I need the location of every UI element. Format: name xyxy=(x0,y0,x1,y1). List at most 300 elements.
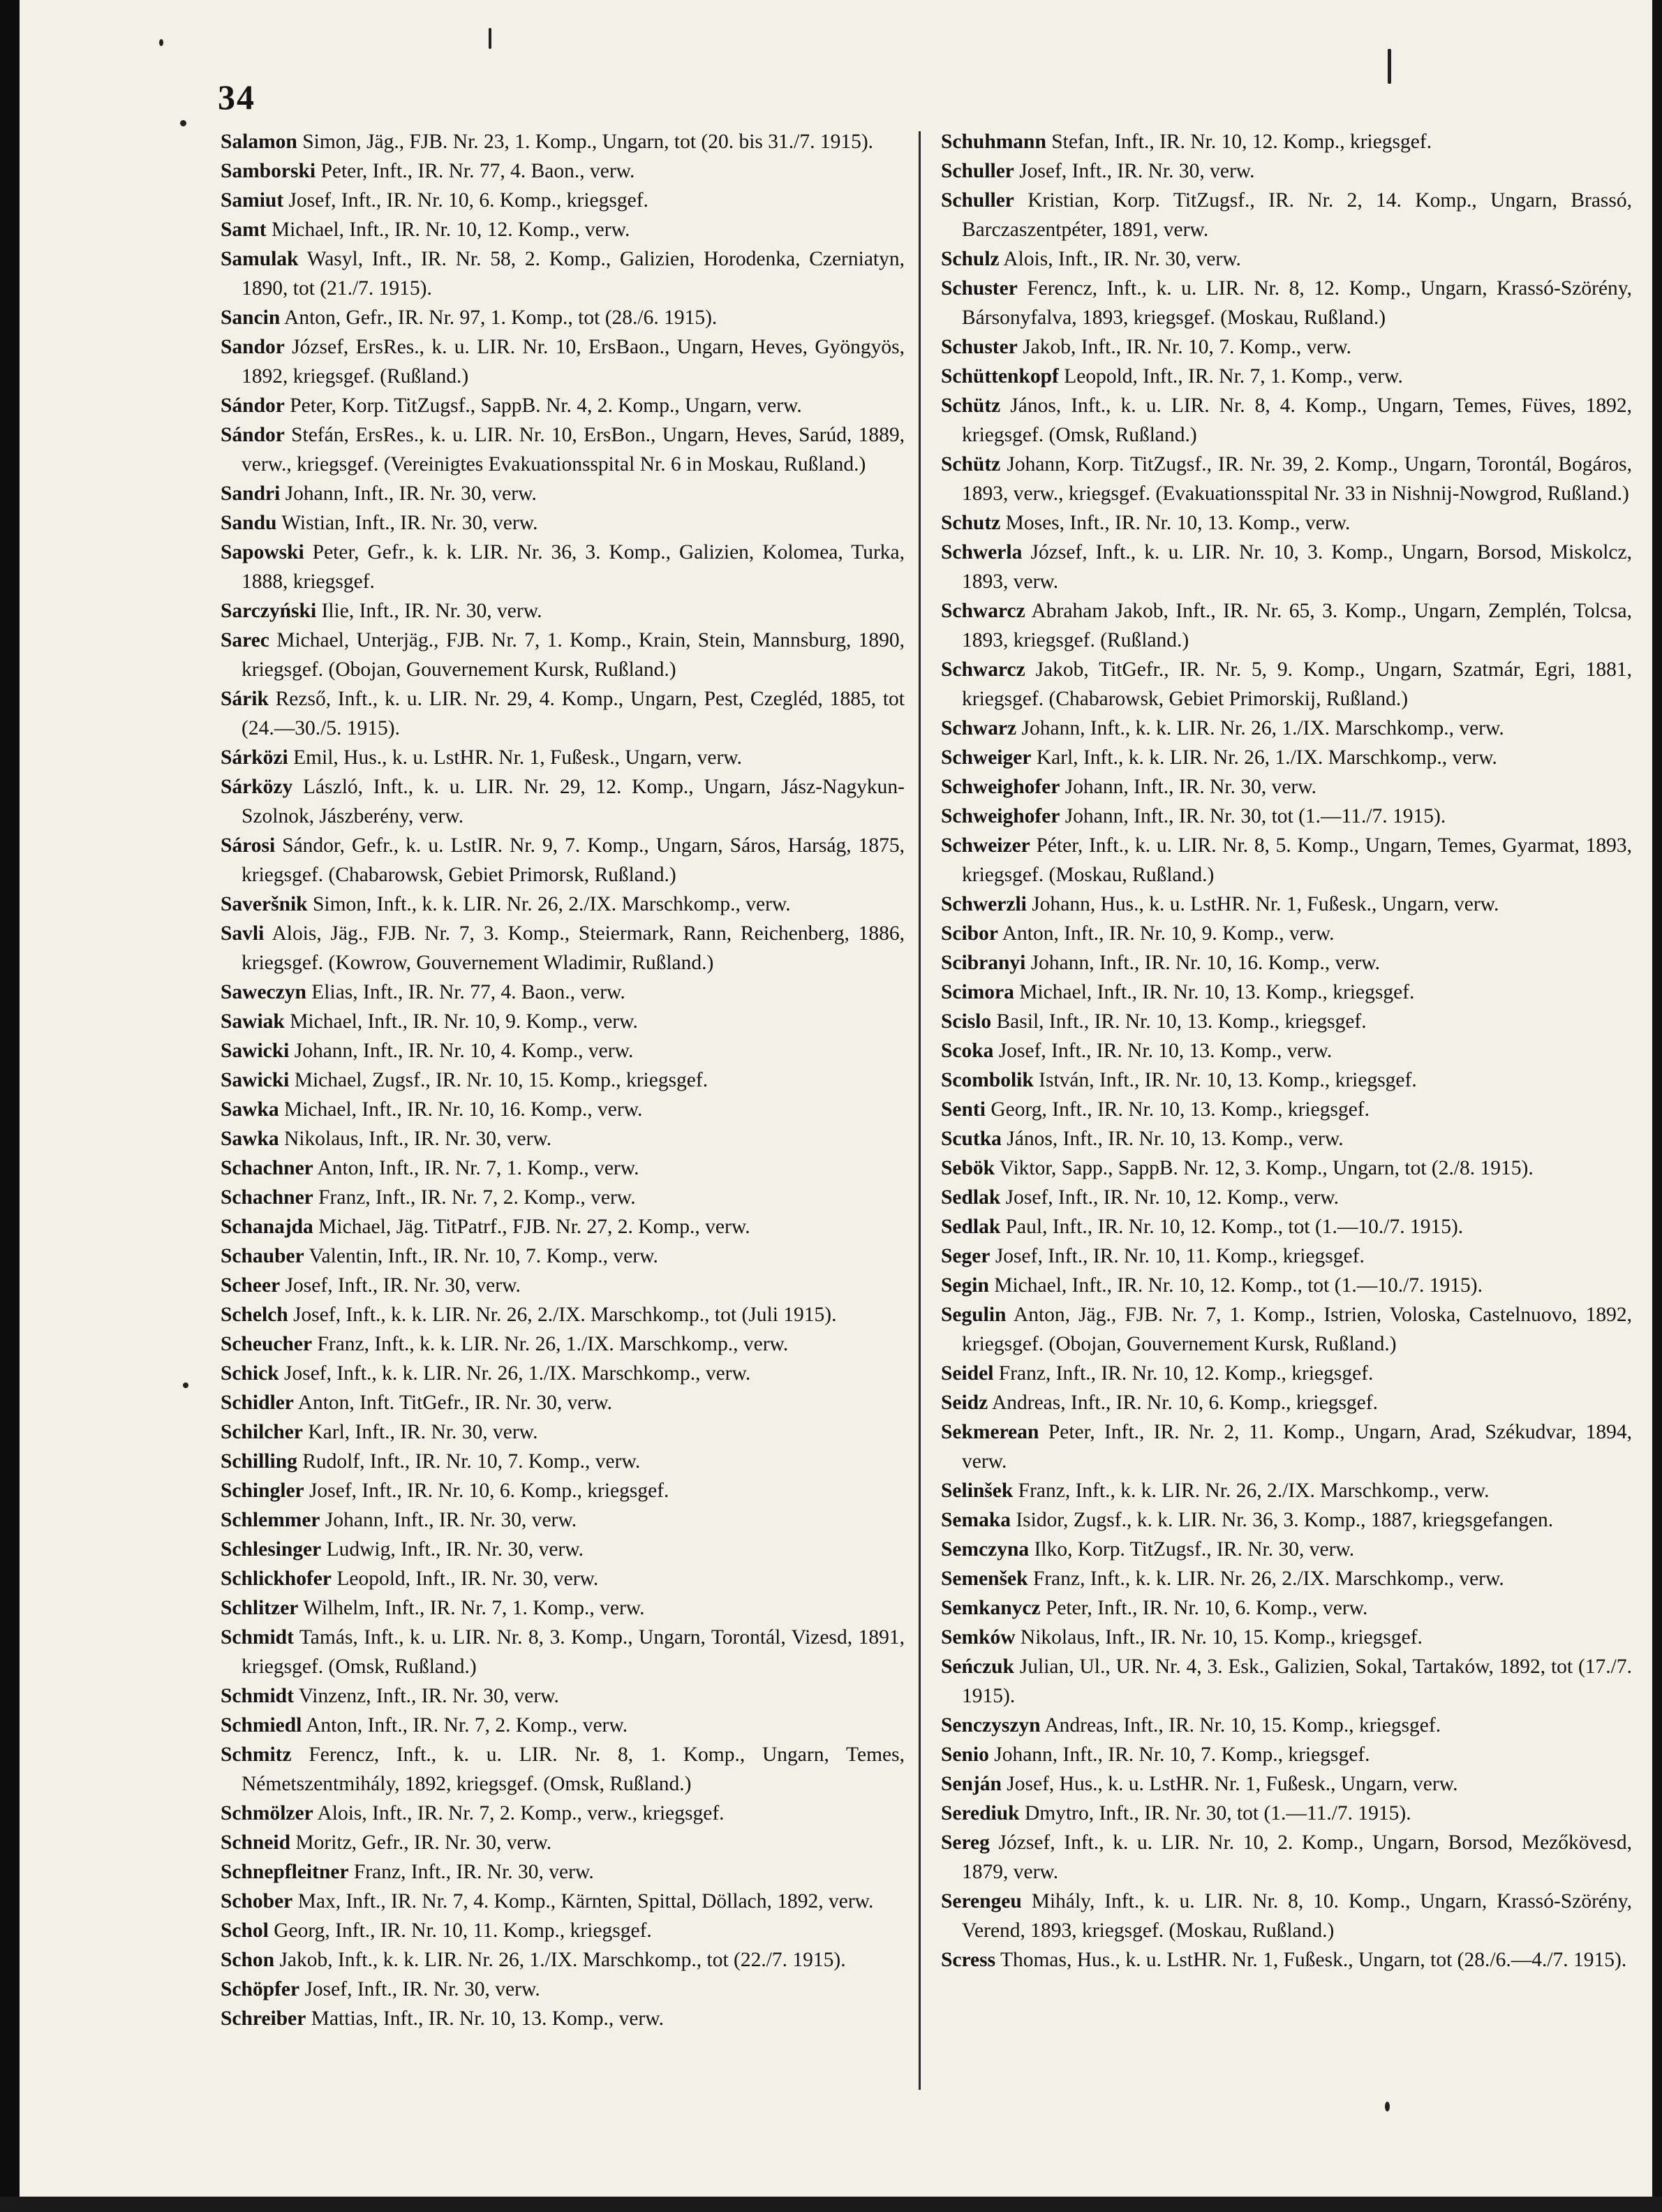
entry-details: Nikolaus, Inft., IR. Nr. 30, verw. xyxy=(279,1128,552,1150)
register-entry xyxy=(941,274,1632,332)
entry-surname: Sawicki xyxy=(221,1040,290,1062)
entry-details: Julian, Ul., UR. Nr. 4, 3. Esk., Galizien, Sokal, Tartaków, 1892, tot (17./7. 1915). xyxy=(962,1656,1632,1707)
entry-details: Andreas, Inft., IR. Nr. 10, 6. Komp., kriegsgef. xyxy=(988,1392,1378,1414)
entry-surname: Schuhmann xyxy=(941,131,1046,153)
entry-details: Tamás, Inft., k. u. LIR. Nr. 8, 3. Komp., Ungarn, Torontál, Vizesd, 1891, kriegsgef. (Omsk, Rußland.) xyxy=(242,1626,905,1678)
entry-details: Johann, Inft., IR. Nr. 30, verw. xyxy=(1060,776,1317,798)
entry-surname: Semkanycz xyxy=(941,1597,1041,1619)
entry-surname: Samulak xyxy=(221,248,299,270)
entry-surname: Seidel xyxy=(941,1362,994,1385)
entry-details: Nikolaus, Inft., IR. Nr. 10, 15. Komp., kriegsgef. xyxy=(1015,1626,1423,1649)
entry-details: Mattias, Inft., IR. Nr. 10, 13. Komp., verw. xyxy=(306,2007,664,2030)
register-entry xyxy=(221,1212,905,1241)
entry-details: Leopold, Inft., IR. Nr. 7, 1. Komp., verw. xyxy=(1058,365,1403,388)
register-entry xyxy=(221,919,905,978)
entry-surname: Schanajda xyxy=(221,1216,313,1238)
entry-surname: Schon xyxy=(221,1949,275,1971)
entry-surname: Semków xyxy=(941,1626,1016,1649)
entry-surname: Sárosi xyxy=(221,834,276,857)
entry-details: Rezső, Inft., k. u. LIR. Nr. 29, 4. Komp., Ungarn, Pest, Czegléd, 1885, tot (24.—30./5. 1915). xyxy=(242,688,905,739)
register-entry xyxy=(941,1887,1632,1945)
entry-surname: Serediuk xyxy=(941,1802,1020,1824)
register-entry xyxy=(221,1447,905,1476)
entry-surname: Sereg xyxy=(941,1831,990,1854)
entry-surname: Schwarcz xyxy=(941,600,1025,622)
register-entry xyxy=(941,978,1632,1007)
entry-surname: Schulz xyxy=(941,248,1000,270)
register-entry xyxy=(221,1153,905,1183)
entry-details: István, Inft., IR. Nr. 10, 13. Komp., kriegsgef. xyxy=(1033,1069,1417,1091)
entry-surname: Schauber xyxy=(221,1245,304,1267)
entry-details: János, Inft., k. u. LIR. Nr. 8, 4. Komp., Ungarn, Temes, Füves, 1892, kriegsgef. (Omsk, Rußland.) xyxy=(962,395,1632,446)
entry-details: Georg, Inft., IR. Nr. 10, 13. Komp., kriegsgef. xyxy=(985,1098,1370,1121)
entry-details: Peter, Gefr., k. k. LIR. Nr. 36, 3. Komp., Galizien, Kolomea, Turka, 1888, kriegsgef. xyxy=(242,541,905,593)
register-entry xyxy=(941,1095,1632,1124)
entry-details: Johann, Inft., IR. Nr. 30, tot (1.—11./7. 1915). xyxy=(1060,805,1446,827)
register-entry xyxy=(221,831,905,890)
entry-details: Jakob, Inft., IR. Nr. 10, 7. Komp., verw. xyxy=(1017,336,1352,358)
entry-surname: Semenšek xyxy=(941,1568,1028,1590)
entry-surname: Scoka xyxy=(941,1040,994,1062)
entry-surname: Schuller xyxy=(941,189,1014,212)
entry-surname: Schöpfer xyxy=(221,1978,300,2000)
register-entry xyxy=(941,1036,1632,1066)
entry-surname: Schuster xyxy=(941,277,1018,300)
register-entry xyxy=(221,1593,905,1623)
entry-surname: Sancin xyxy=(221,307,281,329)
entry-surname: Sarec xyxy=(221,629,269,651)
entry-details: Vinzenz, Inft., IR. Nr. 30, verw. xyxy=(293,1685,559,1707)
entry-details: Peter, Inft., IR. Nr. 77, 4. Baon., verw. xyxy=(316,160,635,182)
entry-details: Peter, Inft., IR. Nr. 10, 6. Komp., verw. xyxy=(1040,1597,1368,1619)
register-entry xyxy=(221,1828,905,1857)
register-entry xyxy=(941,1799,1632,1828)
entry-details: Michael, Inft., IR. Nr. 10, 12. Komp., tot (1.—10./7. 1915). xyxy=(988,1274,1483,1297)
entry-details: Ferencz, Inft., k. u. LIR. Nr. 8, 12. Komp., Ungarn, Krassó-Szörény, Bársonyfalva, 1893, kriegsgef. (Moskau, Rußland.) xyxy=(962,277,1632,329)
entry-details: Ilko, Korp. TitZugsf., IR. Nr. 30, verw. xyxy=(1029,1538,1355,1561)
entry-details: Moritz, Gefr., IR. Nr. 30, verw. xyxy=(290,1831,552,1854)
entry-surname: Sawka xyxy=(221,1128,279,1150)
entry-surname: Schachner xyxy=(221,1157,313,1179)
entry-surname: Senján xyxy=(941,1773,1002,1795)
register-entry xyxy=(941,1007,1632,1036)
register-entry xyxy=(941,890,1632,919)
entry-surname: Scheer xyxy=(221,1274,281,1297)
register-entry xyxy=(221,244,905,303)
register-entry xyxy=(941,802,1632,831)
entry-surname: Schwarz xyxy=(941,717,1017,739)
register-entry xyxy=(941,1066,1632,1095)
entry-surname: Senti xyxy=(941,1098,986,1121)
entry-surname: Seger xyxy=(941,1245,990,1267)
register-entry xyxy=(941,332,1632,362)
entry-details: Emil, Hus., k. u. LstHR. Nr. 1, Fußesk., Ungarn, verw. xyxy=(288,746,743,769)
register-entry xyxy=(221,1916,905,1945)
entry-surname: Schütz xyxy=(941,395,1001,417)
entry-details: Mihály, Inft., k. u. LIR. Nr. 8, 10. Komp., Ungarn, Krassó-Szörény, Verend, 1893, kriegsgef. (Moskau, Rußland.) xyxy=(962,1890,1632,1942)
entry-details: Franz, Inft., IR. Nr. 30, verw. xyxy=(348,1861,594,1883)
entry-details: Michael, Inft., IR. Nr. 10, 12. Komp., verw. xyxy=(266,219,630,241)
entry-details: Dmytro, Inft., IR. Nr. 30, tot (1.—11./7. 1915). xyxy=(1019,1802,1411,1824)
register-entry xyxy=(941,156,1632,186)
register-entry xyxy=(941,1212,1632,1241)
entry-surname: Schweizer xyxy=(941,834,1030,857)
entry-surname: Schmidt xyxy=(221,1626,294,1649)
entry-details: Andreas, Inft., IR. Nr. 10, 15. Komp., kriegsgef. xyxy=(1040,1714,1441,1737)
entry-surname: Schneid xyxy=(221,1831,291,1854)
entry-details: Michael, Inft., IR. Nr. 10, 13. Komp., kriegsgef. xyxy=(1014,981,1415,1003)
entry-details: Anton, Inft., IR. Nr. 7, 2. Komp., verw. xyxy=(302,1714,628,1737)
register-entry xyxy=(221,1388,905,1417)
right-column xyxy=(941,127,1632,1975)
entry-surname: Scress xyxy=(941,1949,996,1971)
entry-details: Michael, Jäg. TitPatrf., FJB. Nr. 27, 2. Komp., verw. xyxy=(313,1216,750,1238)
entry-surname: Schreiber xyxy=(221,2007,306,2030)
entry-surname: Segin xyxy=(941,1274,989,1297)
register-entry xyxy=(941,127,1632,156)
entry-surname: Sedlak xyxy=(941,1186,1001,1209)
entry-surname: Sandor xyxy=(221,336,285,358)
entry-details: Sándor, Gefr., k. u. LstIR. Nr. 9, 7. Komp., Ungarn, Sáros, Harság, 1875, kriegsgef. (Chabarowsk, Gebiet Primorsk, Rußland.) xyxy=(242,834,905,886)
register-entry xyxy=(221,1857,905,1887)
entry-surname: Sarczyński xyxy=(221,600,317,622)
register-entry xyxy=(221,1564,905,1593)
entry-surname: Schütz xyxy=(941,453,1001,475)
entry-details: Josef, Inft., k. k. LIR. Nr. 26, 2./IX. Marschkomp., tot (Juli 1915). xyxy=(288,1304,837,1326)
entry-surname: Schnepfleitner xyxy=(221,1861,349,1883)
entry-details: Alois, Jäg., FJB. Nr. 7, 3. Komp., Steiermark, Rann, Reichenberg, 1886, kriegsgef. (Kowrow, Gouvernement Wladimir, Rußland.) xyxy=(242,922,905,974)
entry-surname: Scimora xyxy=(941,981,1014,1003)
entry-surname: Scibranyi xyxy=(941,952,1026,974)
entry-surname: Schuster xyxy=(941,336,1018,358)
entry-surname: Serengeu xyxy=(941,1890,1022,1912)
entry-details: Wilhelm, Inft., IR. Nr. 7, 1. Komp., verw. xyxy=(298,1597,645,1619)
entry-details: Jakob, TitGefr., IR. Nr. 5, 9. Komp., Ungarn, Szatmár, Egri, 1881, kriegsgef. (Chabarowsk, Gebiet Primorskij, Rußland.) xyxy=(962,658,1632,710)
entry-details: Paul, Inft., IR. Nr. 10, 12. Komp., tot (1.—10./7. 1915). xyxy=(1000,1216,1464,1238)
scan-speck xyxy=(180,120,186,126)
register-entry xyxy=(221,684,905,743)
entry-details: Josef, Inft., IR. Nr. 10, 11. Komp., kriegsgef. xyxy=(990,1245,1365,1267)
register-entry xyxy=(941,362,1632,391)
register-entry xyxy=(941,596,1632,655)
entry-surname: Semaka xyxy=(941,1509,1011,1531)
entry-details: Péter, Inft., k. u. LIR. Nr. 8, 5. Komp., Ungarn, Temes, Gyarmat, 1893, kriegsgef. (Moskau, Rußland.) xyxy=(962,834,1632,886)
register-entry xyxy=(941,538,1632,596)
entry-surname: Schüttenkopf xyxy=(941,365,1059,388)
register-entry xyxy=(221,978,905,1007)
entry-details: Alois, Inft., IR. Nr. 7, 2. Komp., verw., kriegsgef. xyxy=(313,1802,725,1824)
register-entry xyxy=(941,1945,1632,1975)
register-entry xyxy=(221,1007,905,1036)
register-entry xyxy=(221,1124,905,1153)
register-entry xyxy=(941,450,1632,508)
entry-surname: Scheucher xyxy=(221,1333,313,1355)
entry-surname: Selinšek xyxy=(941,1480,1014,1502)
scan-speck xyxy=(1388,49,1391,84)
entry-details: Johann, Inft., k. k. LIR. Nr. 26, 1./IX. Marschkomp., verw. xyxy=(1016,717,1504,739)
entry-surname: Sawka xyxy=(221,1098,279,1121)
entry-details: Johann, Inft., IR. Nr. 10, 16. Komp., verw. xyxy=(1025,952,1381,974)
entry-surname: Saveršnik xyxy=(221,893,308,915)
entry-details: Anton, Gefr., IR. Nr. 97, 1. Komp., tot (28./6. 1915). xyxy=(280,307,718,329)
entry-details: Josef, Inft., IR. Nr. 30, verw. xyxy=(1014,160,1255,182)
register-entry xyxy=(221,1066,905,1095)
register-entry xyxy=(941,1828,1632,1887)
entry-surname: Schweiger xyxy=(941,746,1032,769)
entry-details: Josef, Inft., IR. Nr. 10, 6. Komp., kriegsgef. xyxy=(283,189,648,212)
register-entry xyxy=(941,1153,1632,1183)
register-entry xyxy=(941,714,1632,743)
register-entry xyxy=(941,1124,1632,1153)
entry-details: János, Inft., IR. Nr. 10, 13. Komp., verw. xyxy=(1001,1128,1344,1150)
entry-details: Stefán, ErsRes., k. u. LIR. Nr. 10, ErsBon., Ungarn, Heves, Sarúd, 1889, verw., kriegsgef. (Vereinigtes Evakuationsspital Nr. 6 in Moskau, Rußland.) xyxy=(242,424,905,475)
entry-details: Johann, Korp. TitZugsf., IR. Nr. 39, 2. Komp., Ungarn, Torontál, Bogáros, 1893, verw., kriegsgef. (Evakuationsspital Nr. 33 in Nishnij-Nowgrod, Rußland.) xyxy=(962,453,1632,505)
register-entry xyxy=(221,332,905,391)
entry-details: Franz, Inft., k. k. LIR. Nr. 26, 2./IX. Marschkomp., verw. xyxy=(1027,1568,1504,1590)
entry-surname: Schlickhofer xyxy=(221,1568,332,1590)
entry-details: Alois, Inft., IR. Nr. 30, verw. xyxy=(999,248,1241,270)
register-entry xyxy=(941,1359,1632,1388)
entry-surname: Schutz xyxy=(941,512,1001,534)
entry-surname: Schelch xyxy=(221,1304,288,1326)
scan-border-right xyxy=(1652,0,1662,2212)
entry-details: József, ErsRes., k. u. LIR. Nr. 10, ErsBaon., Ungarn, Heves, Gyöngyös, 1892, kriegsgef. (Rußland.) xyxy=(242,336,905,388)
entry-surname: Segulin xyxy=(941,1304,1007,1326)
entry-surname: Sawicki xyxy=(221,1069,290,1091)
register-entry xyxy=(941,1769,1632,1799)
register-entry xyxy=(941,1183,1632,1212)
register-entry xyxy=(941,186,1632,244)
entry-surname: Sapowski xyxy=(221,541,304,563)
register-entry xyxy=(941,508,1632,538)
entry-details: Moses, Inft., IR. Nr. 10, 13. Komp., verw. xyxy=(1000,512,1351,534)
register-entry xyxy=(941,831,1632,890)
register-entry xyxy=(221,1183,905,1212)
register-entry xyxy=(941,1652,1632,1711)
entry-surname: Senio xyxy=(941,1743,989,1766)
register-entry xyxy=(221,1359,905,1388)
entry-surname: Sándor xyxy=(221,395,285,417)
entry-details: Anton, Inft., IR. Nr. 7, 1. Komp., verw. xyxy=(313,1157,639,1179)
entry-surname: Schober xyxy=(221,1890,293,1912)
entry-details: Franz, Inft., IR. Nr. 10, 12. Komp., kriegsgef. xyxy=(993,1362,1374,1385)
scan-speck xyxy=(159,39,163,46)
register-entry xyxy=(941,244,1632,274)
entry-surname: Schwarcz xyxy=(941,658,1025,681)
entry-surname: Sárik xyxy=(221,688,269,710)
entry-surname: Samt xyxy=(221,219,267,241)
register-entry xyxy=(941,1417,1632,1476)
entry-surname: Salamon xyxy=(221,131,297,153)
entry-details: Jakob, Inft., k. k. LIR. Nr. 26, 1./IX. Marschkomp., tot (22./7. 1915). xyxy=(274,1949,846,1971)
entry-details: Kristian, Korp. TitZugsf., IR. Nr. 2, 14. Komp., Ungarn, Brassó, Barczaszentpéter, 1891, verw. xyxy=(962,189,1632,241)
register-entry xyxy=(221,1623,905,1681)
entry-details: Josef, Inft., IR. Nr. 10, 6. Komp., kriegsgef. xyxy=(304,1480,669,1502)
entry-surname: Sárközy xyxy=(221,776,293,798)
register-entry xyxy=(941,1623,1632,1652)
register-entry xyxy=(221,1799,905,1828)
register-entry xyxy=(941,1711,1632,1740)
entry-surname: Sebök xyxy=(941,1157,995,1179)
entry-details: Simon, Inft., k. k. LIR. Nr. 26, 2./IX. Marschkomp., verw. xyxy=(307,893,791,915)
register-entry xyxy=(221,508,905,538)
scan-speck xyxy=(489,28,491,49)
register-entry xyxy=(941,948,1632,978)
register-entry xyxy=(221,156,905,186)
scan-border-bottom xyxy=(0,2197,1662,2212)
entry-surname: Schmitz xyxy=(221,1743,292,1766)
entry-details: Ilie, Inft., IR. Nr. 30, verw. xyxy=(316,600,542,622)
entry-details: Peter, Inft., IR. Nr. 2, 11. Komp., Ungarn, Arad, Székudvar, 1894, verw. xyxy=(962,1421,1632,1473)
column-divider xyxy=(919,131,921,2090)
entry-details: Michael, Zugsf., IR. Nr. 10, 15. Komp., kriegsgef. xyxy=(289,1069,708,1091)
register-entry xyxy=(221,1036,905,1066)
register-entry xyxy=(221,127,905,156)
register-entry xyxy=(221,1535,905,1564)
entry-surname: Seńczuk xyxy=(941,1656,1014,1678)
register-entry xyxy=(941,1564,1632,1593)
entry-surname: Schilcher xyxy=(221,1421,303,1443)
register-entry xyxy=(221,626,905,684)
entry-details: Isidor, Zugsf., k. k. LIR. Nr. 36, 3. Komp., 1887, kriegsgefangen. xyxy=(1010,1509,1554,1531)
entry-surname: Sandu xyxy=(221,512,277,534)
entry-details: Josef, Hus., k. u. LstHR. Nr. 1, Fußesk., Ungarn, verw. xyxy=(1001,1773,1458,1795)
register-entry xyxy=(221,538,905,596)
entry-details: Peter, Korp. TitZugsf., SappB. Nr. 4, 2. Komp., Ungarn, verw. xyxy=(284,395,802,417)
entry-details: Abraham Jakob, Inft., IR. Nr. 65, 3. Komp., Ungarn, Zemplén, Tolcsa, 1893, kriegsgef. (Rußland.) xyxy=(962,600,1632,651)
register-entry xyxy=(221,391,905,420)
register-entry xyxy=(941,1740,1632,1769)
entry-surname: Savli xyxy=(221,922,265,945)
register-entry xyxy=(941,1241,1632,1271)
entry-surname: Sárközi xyxy=(221,746,288,769)
register-entry xyxy=(221,1095,905,1124)
register-entry xyxy=(221,420,905,479)
register-entry xyxy=(941,1271,1632,1300)
register-entry xyxy=(941,391,1632,450)
register-entry xyxy=(221,1887,905,1916)
entry-details: Wasyl, Inft., IR. Nr. 58, 2. Komp., Galizien, Horodenka, Czerniatyn, 1890, tot (21./7. 1915). xyxy=(242,248,905,300)
entry-surname: Saweczyn xyxy=(221,981,306,1003)
register-entry xyxy=(941,1388,1632,1417)
entry-details: Franz, Inft., k. k. LIR. Nr. 26, 1./IX. Marschkomp., verw. xyxy=(312,1333,789,1355)
left-column xyxy=(221,127,905,2033)
entry-details: Elias, Inft., IR. Nr. 77, 4. Baon., verw. xyxy=(306,981,625,1003)
entry-surname: Samiut xyxy=(221,189,284,212)
register-entry xyxy=(941,1300,1632,1359)
entry-surname: Schwerla xyxy=(941,541,1023,563)
entry-details: Leopold, Inft., IR. Nr. 30, verw. xyxy=(331,1568,599,1590)
entry-surname: Schick xyxy=(221,1362,279,1385)
register-entry xyxy=(221,2004,905,2033)
register-entry xyxy=(221,1711,905,1740)
entry-surname: Sandri xyxy=(221,482,281,505)
entry-surname: Sawiak xyxy=(221,1010,285,1033)
entry-surname: Scibor xyxy=(941,922,998,945)
entry-details: Viktor, Sapp., SappB. Nr. 12, 3. Komp., Ungarn, tot (2./8. 1915). xyxy=(995,1157,1534,1179)
entry-details: Franz, Inft., k. k. LIR. Nr. 26, 2./IX. Marschkomp., verw. xyxy=(1013,1480,1490,1502)
entry-surname: Schweighofer xyxy=(941,805,1060,827)
entry-surname: Schol xyxy=(221,1919,269,1942)
entry-details: Stefan, Inft., IR. Nr. 10, 12. Komp., kriegsgef. xyxy=(1046,131,1432,153)
scan-speck xyxy=(183,1382,188,1388)
entry-details: Wistian, Inft., IR. Nr. 30, verw. xyxy=(276,512,538,534)
entry-details: Rudolf, Inft., IR. Nr. 10, 7. Komp., verw. xyxy=(297,1450,641,1473)
register-entry xyxy=(221,186,905,215)
entry-surname: Sándor xyxy=(221,424,285,446)
entry-surname: Schmölzer xyxy=(221,1802,313,1824)
entry-details: László, Inft., k. u. LIR. Nr. 29, 12. Komp., Ungarn, Jász-Nagykun-Szolnok, Jászberény, verw. xyxy=(242,776,905,827)
register-entry xyxy=(221,1975,905,2004)
entry-surname: Schweighofer xyxy=(941,776,1060,798)
entry-details: József, Inft., k. u. LIR. Nr. 10, 2. Komp., Ungarn, Borsod, Mezőkövesd, 1879, verw. xyxy=(962,1831,1632,1883)
entry-details: Anton, Jäg., FJB. Nr. 7, 1. Komp., Istrien, Voloska, Castelnuovo, 1892, kriegsgef. (Obojan, Gouvernement Kursk, Rußland.) xyxy=(962,1304,1632,1355)
entry-details: Michael, Inft., IR. Nr. 10, 16. Komp., verw. xyxy=(279,1098,643,1121)
register-entry xyxy=(221,1329,905,1359)
entry-surname: Scutka xyxy=(941,1128,1002,1150)
entry-details: Ferencz, Inft., k. u. LIR. Nr. 8, 1. Komp., Ungarn, Temes, Németszentmihály, 1892, kriegsgef. (Omsk, Rußland.) xyxy=(242,1743,905,1795)
entry-details: Ludwig, Inft., IR. Nr. 30, verw. xyxy=(321,1538,584,1561)
entry-surname: Schachner xyxy=(221,1186,313,1209)
register-entry xyxy=(221,1241,905,1271)
entry-surname: Schlesinger xyxy=(221,1538,322,1561)
entry-details: Thomas, Hus., k. u. LstHR. Nr. 1, Fußesk., Ungarn, tot (28./6.—4./7. 1915). xyxy=(995,1949,1627,1971)
entry-details: Johann, Inft., IR. Nr. 10, 4. Komp., verw. xyxy=(289,1040,634,1062)
entry-surname: Senczyszyn xyxy=(941,1714,1041,1737)
register-entry xyxy=(941,655,1632,714)
entry-surname: Schuller xyxy=(941,160,1014,182)
entry-surname: Schidler xyxy=(221,1392,294,1414)
register-entry xyxy=(221,1945,905,1975)
register-entry xyxy=(941,1476,1632,1505)
register-entry xyxy=(941,1535,1632,1564)
entry-surname: Schlitzer xyxy=(221,1597,299,1619)
entry-details: Johann, Inft., IR. Nr. 30, verw. xyxy=(280,482,537,505)
entry-details: Josef, Inft., IR. Nr. 10, 13. Komp., verw. xyxy=(993,1040,1333,1062)
entry-details: Georg, Inft., IR. Nr. 10, 11. Komp., kriegsgef. xyxy=(268,1919,652,1942)
entry-surname: Scislo xyxy=(941,1010,992,1033)
entry-surname: Schlemmer xyxy=(221,1509,320,1531)
entry-surname: Samborski xyxy=(221,160,316,182)
entry-details: Michael, Unterjäg., FJB. Nr. 7, 1. Komp., Krain, Stein, Mannsburg, 1890, kriegsgef. (Obojan, Gouvernement Kursk, Rußland.) xyxy=(242,629,905,681)
register-entry xyxy=(221,772,905,831)
entry-details: Josef, Inft., IR. Nr. 30, verw. xyxy=(280,1274,521,1297)
entry-details: Karl, Inft., k. k. LIR. Nr. 26, 1./IX. Marschkomp., verw. xyxy=(1031,746,1497,769)
entry-surname: Schmiedl xyxy=(221,1714,302,1737)
register-entry xyxy=(941,1505,1632,1535)
entry-surname: Schingler xyxy=(221,1480,304,1502)
entry-surname: Schilling xyxy=(221,1450,297,1473)
entry-details: József, Inft., k. u. LIR. Nr. 10, 3. Komp., Ungarn, Borsod, Miskolcz, 1893, verw. xyxy=(962,541,1632,593)
register-entry xyxy=(941,772,1632,802)
entry-details: Josef, Inft., k. k. LIR. Nr. 26, 1./IX. Marschkomp., verw. xyxy=(279,1362,751,1385)
entry-details: Anton, Inft. TitGefr., IR. Nr. 30, verw. xyxy=(293,1392,613,1414)
entry-details: Max, Inft., IR. Nr. 7, 4. Komp., Kärnten, Spittal, Döllach, 1892, verw. xyxy=(292,1890,874,1912)
register-entry xyxy=(941,919,1632,948)
register-entry xyxy=(221,1271,905,1300)
entry-details: Basil, Inft., IR. Nr. 10, 13. Komp., kriegsgef. xyxy=(991,1010,1367,1033)
entry-surname: Sedlak xyxy=(941,1216,1001,1238)
register-entry xyxy=(221,1417,905,1447)
entry-details: Simon, Jäg., FJB. Nr. 23, 1. Komp., Ungarn, tot (20. bis 31./7. 1915). xyxy=(297,131,874,153)
entry-details: Johann, Inft., IR. Nr. 10, 7. Komp., kriegsgef. xyxy=(988,1743,1370,1766)
register-entry xyxy=(941,743,1632,772)
entry-details: Michael, Inft., IR. Nr. 10, 9. Komp., verw. xyxy=(284,1010,638,1033)
scan-border-left xyxy=(0,0,20,2212)
register-entry xyxy=(941,1593,1632,1623)
register-entry xyxy=(221,743,905,772)
entry-surname: Semczyna xyxy=(941,1538,1030,1561)
